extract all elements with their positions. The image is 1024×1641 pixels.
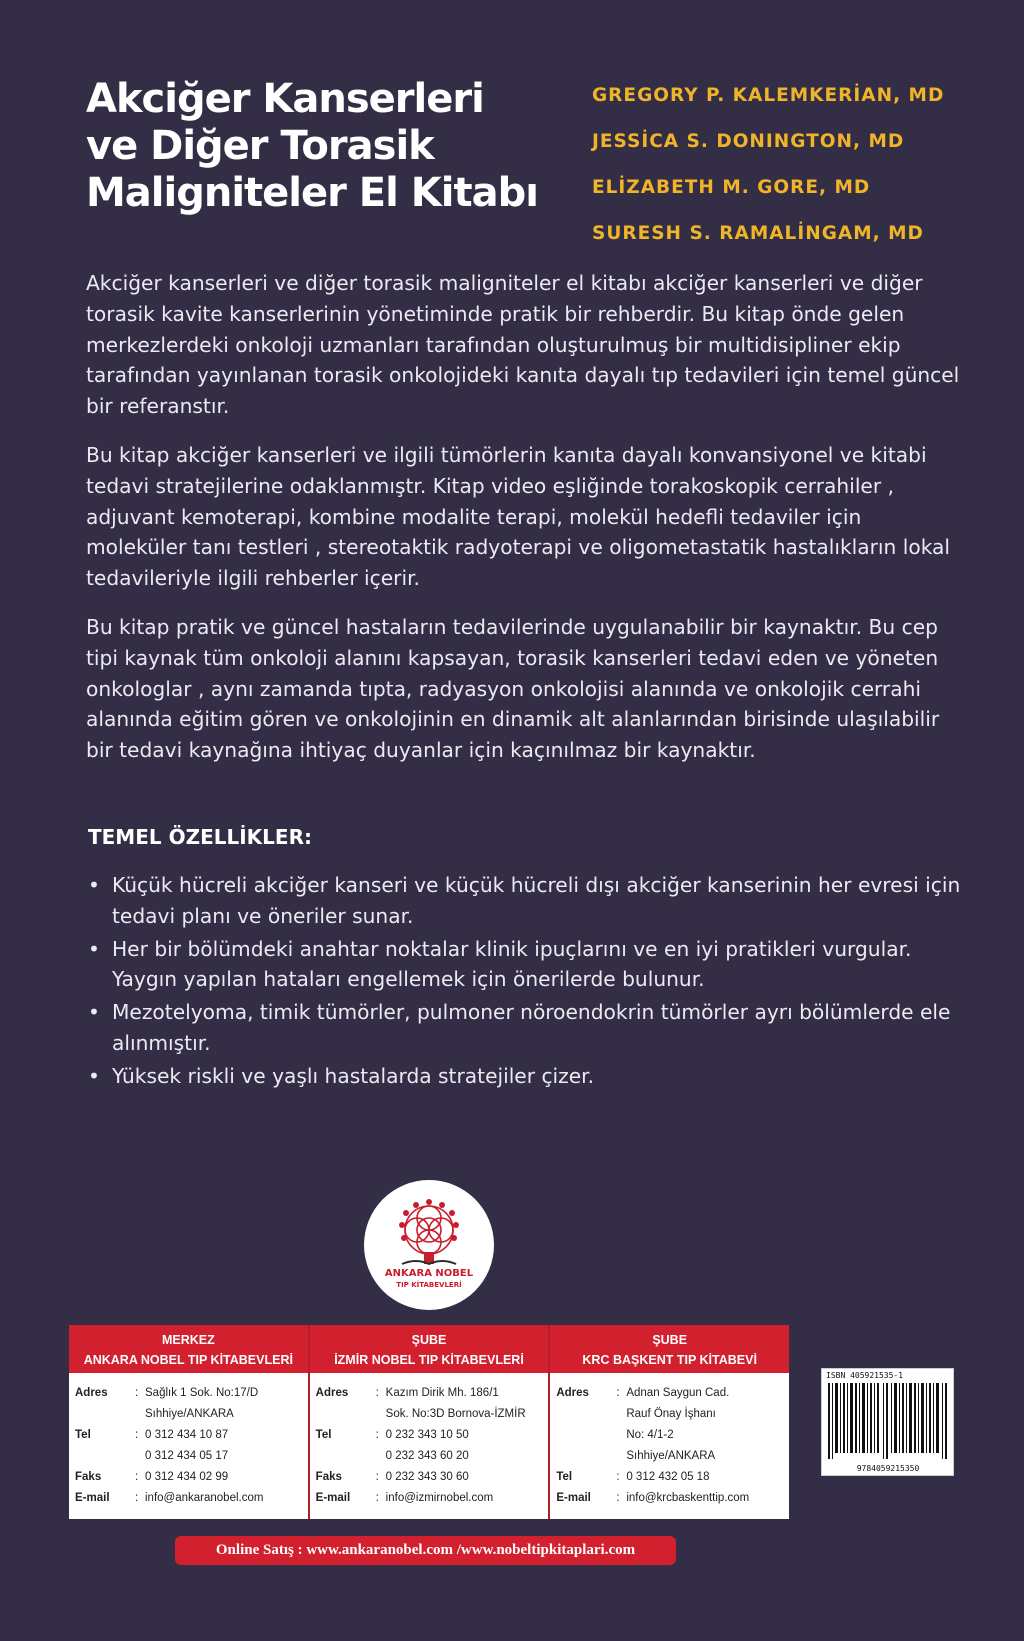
row-value: 0 232 343 30 60	[385, 1470, 469, 1483]
row-value: info@izmirnobel.com	[385, 1491, 494, 1504]
table-row	[316, 1445, 543, 1466]
row-colon: :	[375, 1386, 379, 1399]
isbn-text: ISBN 405921535-1	[826, 1371, 904, 1380]
table-row	[75, 1403, 302, 1424]
row-colon: :	[135, 1491, 139, 1504]
branch-name: İZMİR NOBEL TIP KİTABEVLERİ	[334, 1353, 524, 1367]
branch-column	[310, 1325, 551, 1519]
table-row	[316, 1466, 543, 1487]
list-item	[86, 1061, 966, 1092]
branch-table	[69, 1325, 789, 1519]
features-heading: TEMEL ÖZELLİKLER:	[88, 825, 312, 849]
online-sales-banner: Online Satış : www.ankaranobel.com /www.nobeltipkitaplari.com	[175, 1536, 676, 1565]
feature-text: Mezotelyoma, timik tümörler, pulmoner nöroendokrin tümörler ayrı bölümlerde ele alınmıştır.	[112, 1000, 951, 1055]
table-row	[316, 1424, 543, 1445]
paragraph: Bu kitap akciğer kanserleri ve ilgili tümörlerin kanıta dayalı konvansiyonel ve kitabi tedavi stratejilerine odaklanmıştr. Kitap video eşliğinde torakoskopik cerrahiler , adjuvant kemoterapi, kombine modalite terapi, molekül hedefli tedaviler için moleküler tanı testleri , stereotaktik radyoterapi ve oligometastatik hastalıkların lokal tedavileriyle ilgili rehberler içerir.	[86, 442, 951, 591]
row-key: Faks	[75, 1470, 102, 1483]
row-value: Kazım Dirik Mh. 186/1	[385, 1386, 499, 1399]
barcode-icon	[828, 1383, 949, 1459]
table-row	[75, 1487, 302, 1508]
row-colon: :	[135, 1428, 139, 1441]
row-colon: :	[135, 1386, 139, 1399]
logo-line: TIP KİTABEVLERİ	[396, 1281, 462, 1289]
publisher-logo	[364, 1180, 494, 1310]
row-value: info@ankaranobel.com	[145, 1491, 264, 1504]
row-value: Sıhhiye/ANKARA	[626, 1449, 716, 1462]
row-colon: :	[616, 1386, 620, 1399]
author-name: ELİZABETH M. GORE, MD	[592, 177, 871, 198]
branch-type: MERKEZ	[161, 1333, 215, 1347]
row-value: Sok. No:3D Bornova-İZMİR	[385, 1407, 526, 1420]
table-row	[316, 1382, 543, 1403]
row-value: Sağlık 1 Sok. No:17/D	[145, 1386, 259, 1399]
row-key: Tel	[75, 1428, 91, 1441]
branch-header	[310, 1325, 549, 1375]
author-list	[592, 82, 1012, 266]
row-key: Adres	[556, 1386, 589, 1399]
row-value: 0 312 432 05 18	[626, 1470, 710, 1483]
author-name: GREGORY P. KALEMKERİAN, MD	[592, 85, 945, 106]
row-value: info@krcbaskenttip.com	[626, 1491, 750, 1504]
table-row	[75, 1424, 302, 1445]
table-row	[556, 1466, 783, 1487]
list-item	[86, 870, 966, 932]
table-row	[556, 1382, 783, 1403]
branch-type: ŞUBE	[411, 1333, 447, 1347]
row-key: E-mail	[556, 1491, 591, 1504]
logo-line: ANKARA NOBEL	[384, 1268, 474, 1279]
branch-header	[550, 1325, 789, 1375]
row-value: Rauf Önay İşhanı	[626, 1407, 716, 1420]
feature-text: Yüksek riskli ve yaşlı hastalarda stratejiler çizer.	[112, 1063, 595, 1088]
title-line: ve Diğer Torasik	[86, 122, 434, 169]
row-value: Sıhhiye/ANKARA	[145, 1407, 234, 1420]
row-colon: :	[375, 1470, 379, 1483]
table-row	[556, 1445, 783, 1466]
table-row	[75, 1466, 302, 1487]
paragraph: Akciğer kanserleri ve diğer torasik maligniteler el kitabı akciğer kanserleri ve diğer torasik kavite kanserlerinin yönetiminde pratik bir rehberdir. Bu kitap önde gelen merkezlerdeki onkoloji uzmanları tarafından oluşturulmuş bir multidisipliner ekip tarafından yayınlanan torasik onkolojideki kanıta dayalı tıp tedavileri için temel güncel bir referanstır.	[86, 271, 960, 419]
row-key: E-mail	[315, 1491, 351, 1504]
branch-column	[550, 1325, 789, 1519]
row-key: E-mail	[75, 1491, 110, 1504]
row-value: Adnan Saygun Cad.	[626, 1386, 730, 1399]
table-row	[75, 1445, 302, 1466]
isbn-barcode	[821, 1368, 954, 1476]
table-row	[556, 1424, 783, 1445]
list-item	[86, 934, 966, 996]
barcode-number: 9784059215350	[856, 1464, 920, 1473]
table-row	[316, 1487, 543, 1508]
row-key: Tel	[556, 1470, 573, 1483]
row-value: 0 312 434 02 99	[145, 1470, 229, 1483]
bullet: •	[88, 1000, 100, 1025]
row-value: 0 232 343 60 20	[385, 1449, 469, 1462]
row-colon: :	[616, 1470, 620, 1483]
table-row	[75, 1382, 302, 1403]
branch-type: ŞUBE	[652, 1333, 688, 1347]
branch-column	[69, 1325, 310, 1519]
feature-text: Her bir bölümdeki anahtar noktalar klinik ipuçlarını ve en iyi pratikleri vurgular. Yaygın yapılan hataları engellemek için önerilerde bulunur.	[112, 936, 912, 992]
bullet: •	[88, 873, 100, 897]
row-value: 0 232 343 10 50	[385, 1428, 469, 1441]
description	[86, 268, 966, 784]
features-list	[86, 870, 966, 1094]
row-key: Tel	[315, 1428, 332, 1441]
title-line: Akciğer Kanserleri	[86, 76, 484, 122]
row-colon: :	[375, 1491, 379, 1504]
branch-name: ANKARA NOBEL TIP KİTABEVLERİ	[83, 1353, 293, 1367]
author-name: SURESH S. RAMALİNGAM, MD	[592, 223, 924, 244]
row-key: Adres	[75, 1386, 108, 1399]
table-row	[316, 1403, 543, 1424]
row-colon: :	[135, 1470, 139, 1483]
branch-name: KRC BAŞKENT TIP KİTABEVİ	[582, 1353, 757, 1367]
row-value: 0 312 434 05 17	[145, 1449, 229, 1462]
book-title	[86, 76, 556, 216]
bullet: •	[88, 1063, 100, 1088]
row-value: No: 4/1-2	[626, 1428, 674, 1441]
feature-text: Küçük hücreli akciğer kanseri ve küçük hücreli dışı akciğer kanserinin her evresi için tedavi planı ve öneriler sunar.	[112, 873, 961, 928]
row-key: Adres	[315, 1386, 349, 1399]
list-item	[86, 997, 966, 1059]
branch-header	[69, 1325, 308, 1375]
paragraph: Bu kitap pratik ve güncel hastaların tedavilerinde uygulanabilir bir kaynaktır. Bu cep tipi kaynak tüm onkoloji alanını kapsayan, torasik kanserleri tedavi eden ve yöneten onkologlar , aynı zamanda tıpta, radyasyon onkolojisi alanında ve onkolojik cerrahi alanında eğitim gören ve onkolojinin en dinamik alt alanlarından birisinde ulaşılabilir bir tedavi kaynağına ihtiyaç duyanlar için kaçınılmaz bir kaynaktır.	[86, 614, 940, 763]
bullet: •	[88, 936, 100, 961]
row-colon: :	[375, 1428, 379, 1441]
table-row	[556, 1487, 783, 1508]
author-name: JESSİCA S. DONINGTON, MD	[592, 131, 905, 152]
row-value: 0 312 434 10 87	[145, 1428, 229, 1441]
row-colon: :	[616, 1491, 620, 1504]
tree-icon	[364, 1180, 494, 1310]
title-line: Maligniteler El Kitabı	[86, 169, 538, 216]
table-row	[556, 1403, 783, 1424]
row-key: Faks	[315, 1470, 342, 1483]
